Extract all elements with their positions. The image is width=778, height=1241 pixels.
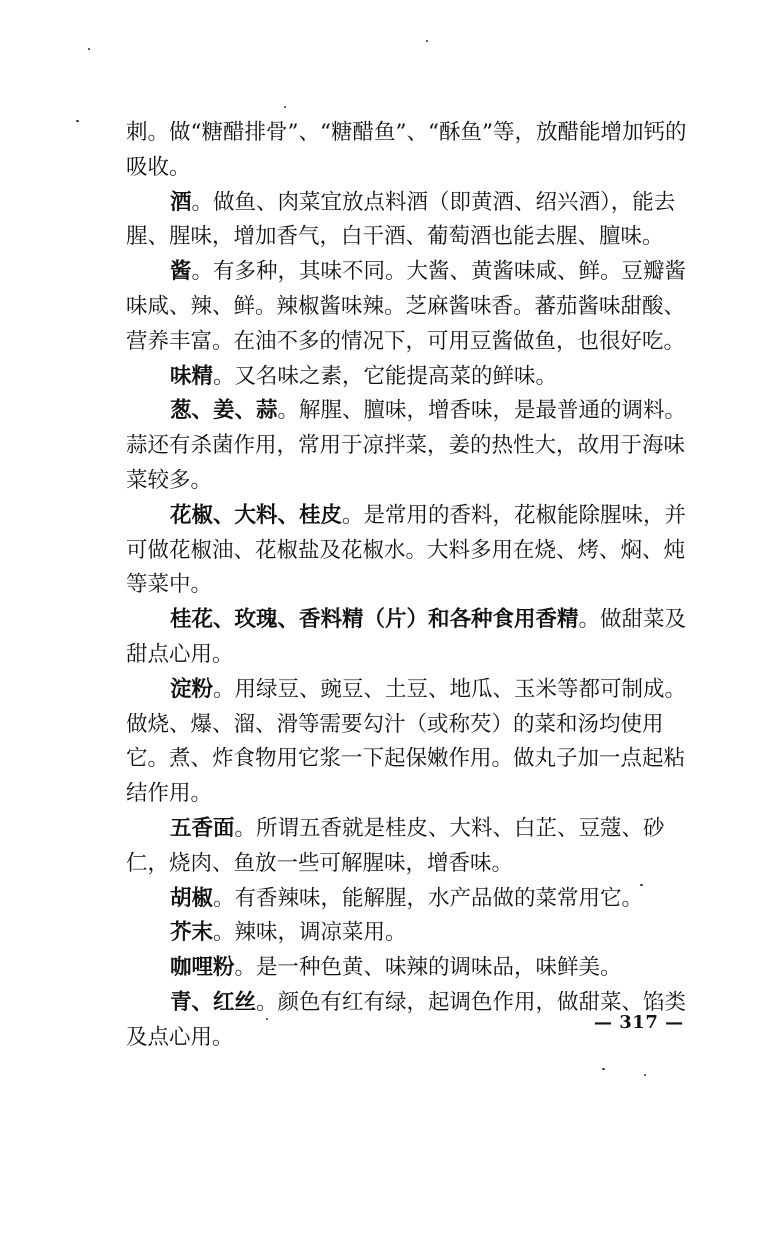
paragraph-five-spice bbox=[126, 812, 702, 882]
paragraph-text: 。是一种色黄、味辣的调味品，味鲜美。 bbox=[234, 955, 622, 981]
scan-speck bbox=[640, 884, 643, 886]
paragraph-sauce bbox=[126, 255, 702, 359]
paragraph-pepper bbox=[126, 882, 702, 917]
scan-speck bbox=[88, 48, 90, 50]
paragraph-starch bbox=[126, 673, 702, 812]
paragraph-term: 酒 bbox=[170, 189, 192, 215]
paragraph-term: 酱 bbox=[170, 259, 192, 285]
paragraph-curry bbox=[126, 951, 702, 986]
paragraph-term: 芥末 bbox=[170, 920, 214, 946]
paragraph-spices bbox=[126, 499, 702, 603]
paragraph-mustard bbox=[126, 916, 702, 951]
scan-speck bbox=[602, 1068, 605, 1070]
paragraph-msg bbox=[126, 360, 702, 395]
scan-speck bbox=[284, 106, 286, 108]
paragraph-text: 。所谓五香就是桂皮、大料、白芷、豆蔻、砂仁，烧肉、鱼放一些可解腥味，增香味。 bbox=[126, 815, 665, 876]
scan-speck bbox=[76, 120, 79, 122]
paragraph-onion-ginger-garlic bbox=[126, 394, 702, 498]
scan-speck bbox=[426, 40, 428, 42]
paragraph-term: 胡椒 bbox=[170, 885, 214, 911]
paragraph-text: 。解腥、膻味，增香味，是最普通的调料。蒜还有杀菌作用，常用于凉拌菜，姜的热性大，故用于海味菜较多。 bbox=[126, 398, 687, 493]
paragraph-text: 。用绿豆、豌豆、土豆、地瓜、玉米等都可制成。做烧、爆、溜、滑等需要勾汁（或称芡）的菜和汤均使用它。煮、炸食物用它浆一下起保嫩作用。做丸子加一点起粘结作用。 bbox=[126, 676, 687, 807]
paragraph-text: 。有多种，其味不同。大酱、黄酱味咸、鲜。豆瓣酱味咸、辣、鲜。辣椒酱味辣。芝麻酱味香。蕃茄酱味甜酸、营养丰富。在油不多的情况下，可用豆酱做鱼，也很好吃。 bbox=[126, 259, 687, 354]
paragraph-text: 。是常用的香料，花椒能除腥味，并可做花椒油、花椒盐及花椒水。大料多用在烧、烤、焖、炖等菜中。 bbox=[126, 502, 687, 598]
scan-speck bbox=[266, 1018, 268, 1020]
scan-speck bbox=[644, 1074, 646, 1076]
paragraph-text: 。辣味，调凉菜用。 bbox=[213, 920, 407, 946]
paragraph-term: 味精 bbox=[170, 363, 214, 389]
paragraph-term: 淀粉 bbox=[170, 676, 214, 702]
paragraph-flavorings bbox=[126, 603, 702, 673]
paragraph-term: 葱、姜、蒜 bbox=[170, 398, 278, 424]
paragraph-text: 。颜色有红有绿，起调色作用，做甜菜、馅类及点心用。 bbox=[126, 989, 687, 1050]
paragraph-term: 花椒、大料、桂皮 bbox=[170, 502, 343, 528]
paragraph-vinegar-continuation bbox=[126, 116, 702, 186]
paragraph-text: 刺。做“糖醋排骨”、“糖醋鱼”、“酥鱼”等，放醋能增加钙的吸收。 bbox=[126, 120, 687, 180]
paragraph-text: 。做甜菜及甜点心用。 bbox=[126, 607, 687, 667]
paragraph-term: 五香面 bbox=[170, 815, 235, 841]
page-number: — 317 — bbox=[594, 1012, 684, 1033]
paragraph-term: 咖哩粉 bbox=[170, 955, 235, 981]
paragraph-term: 青、红丝 bbox=[170, 989, 257, 1015]
paragraph-text: 。有香辣味，能解腥，水产品做的菜常用它。 bbox=[213, 885, 644, 911]
paragraph-text: 。做鱼、肉菜宜放点料酒（即黄酒、绍兴酒），能去腥、腥味，增加香气，白干酒、葡萄酒也能去腥、膻味。 bbox=[126, 189, 676, 250]
paragraph-wine bbox=[126, 186, 702, 256]
paragraph-term: 桂花、玫瑰、香料精（片）和各种食用香精 bbox=[170, 607, 579, 633]
paragraph-text: 。又名味之素，它能提高菜的鲜味。 bbox=[213, 363, 558, 389]
page-body bbox=[126, 116, 702, 1056]
